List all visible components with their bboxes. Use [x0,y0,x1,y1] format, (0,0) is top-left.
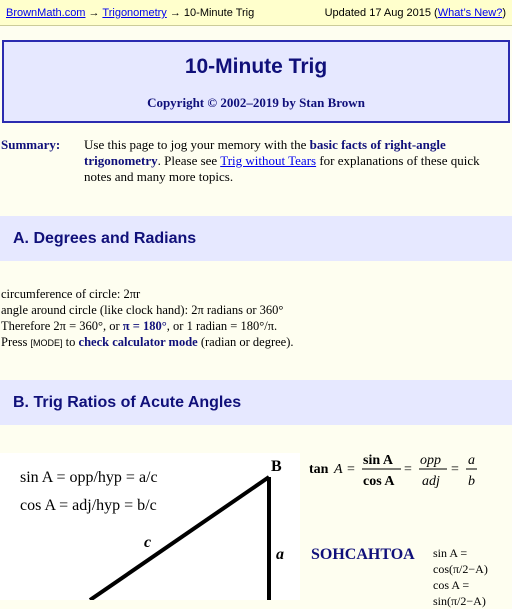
breadcrumb [6,7,254,19]
fraction-numerator-opp: opp [420,453,441,468]
right-triangle-diagram [0,453,300,600]
tangent-formula [309,450,509,497]
summary-text-part: for explanations of these quick notes and many more topics. [84,153,480,184]
equals-sign: = [347,462,355,477]
cofunction-identities [433,545,511,609]
summary-highlight: basic facts of right-angle trigonometry [84,137,446,168]
tan-label: tan [309,462,329,477]
sin-definition: sin A = opp/hyp = a/c [20,469,158,486]
fraction-denominator-adj: adj [422,474,440,489]
section-heading-degrees-radians: A. Degrees and Radians [0,216,512,261]
hypotenuse-line [90,477,269,600]
cofunction-line: sin A = [433,546,468,560]
updated-date: Updated 17 Aug 2015 ( [324,7,438,19]
therefore-line [1,318,294,334]
pi-equals-180: π = 180° [122,319,167,333]
top-navigation-bar [0,0,512,26]
equals-sign: = [404,462,412,477]
section-heading-trig-ratios: B. Trig Ratios of Acute Angles [0,380,512,425]
press-text: Press [1,335,31,349]
fraction-numerator-sin: sin A [363,453,393,468]
breadcrumb-separator: → [169,7,181,19]
cos-definition: cos A = adj/hyp = b/c [20,497,157,514]
section-a-content [1,286,294,351]
equals-sign: = [451,462,459,477]
fraction-denominator-cos: cos A [363,474,395,489]
summary-text-part: . Please see [157,153,221,168]
check-calculator-mode: check calculator mode [78,335,198,349]
breadcrumb-link-home[interactable]: BrownMath.com [6,7,86,19]
sohcahtoa-mnemonic: SOHCAHTOA [311,546,415,563]
summary-text-part: Use this page to jog your memory with the [84,137,310,152]
page-title: 10-Minute Trig [184,55,328,78]
summary-text [84,137,509,185]
vertex-b-label: B [271,458,282,475]
whats-new-link[interactable]: What’s New? [437,7,503,19]
cofunction-line: sin(π/2−A) [433,594,486,608]
to-text: to [62,335,79,349]
mode-key: [MODE] [30,338,63,348]
breadcrumb-separator: → [88,7,100,19]
fraction-denominator-b: b [468,474,475,489]
tangent-formula-svg [309,450,509,492]
therefore-text: , or 1 radian = 180°/π. [166,319,278,333]
copyright-line: Copyright © 2002–2019 by Stan Brown [147,95,365,110]
side-a-label: a [276,546,284,563]
circumference-line: circumference of circle: 2πr [1,287,141,301]
cofunction-line: cos(π/2−A) [433,562,488,576]
therefore-text: Therefore 2π = 360°, or [1,319,123,333]
breadcrumb-link-trigonometry[interactable]: Trigonometry [102,7,167,19]
updated-suffix: ) [502,7,506,19]
side-c-label: c [144,534,152,551]
fraction-numerator-a: a [468,453,475,468]
calculator-mode-line [1,334,294,351]
tan-variable: A [334,462,343,477]
cofunction-line: cos A = [433,578,470,592]
radian-degree-text: (radian or degree). [197,335,294,349]
summary-label: Summary: [1,137,61,152]
title-banner [2,40,510,123]
updated-notice [325,7,506,19]
trig-without-tears-link[interactable]: Trig without Tears [220,153,317,168]
breadcrumb-current: 10-Minute Trig [183,7,255,19]
angle-around-circle-line: angle around circle (like clock hand): 2π radians or 360° [1,303,284,317]
